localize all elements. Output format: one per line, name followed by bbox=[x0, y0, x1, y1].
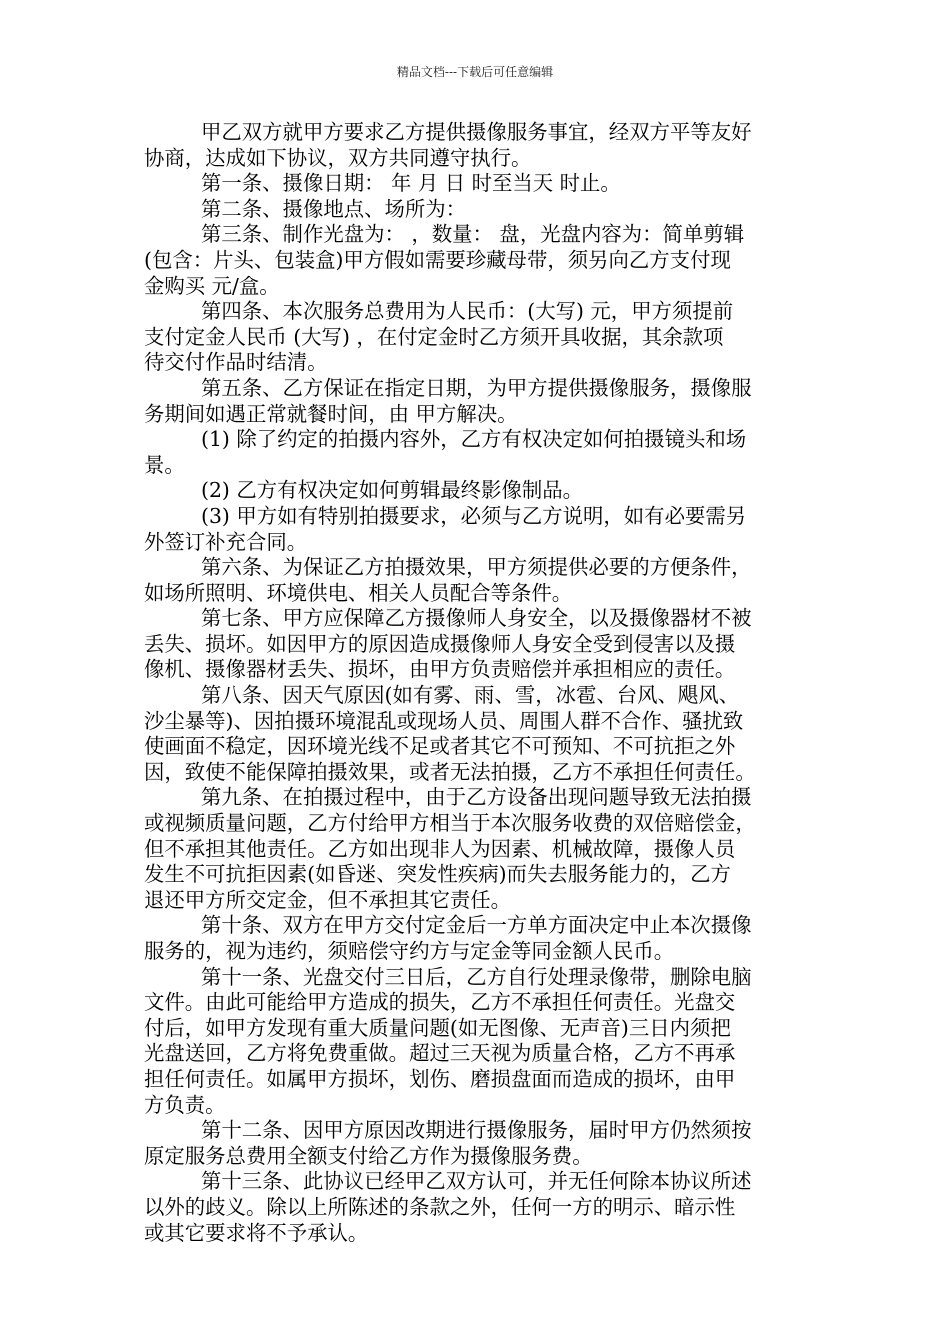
paragraph-line: 协商，达成如下协议，双方共同遵守执行。 bbox=[144, 145, 532, 170]
paragraph-line: 或视频质量问题，乙方付给甲方相当于本次服务收费的双倍赔偿金， bbox=[144, 811, 756, 836]
paragraph-line: 第十三条、此协议已经甲乙双方认可，并无任何除本协议所述 bbox=[201, 1169, 752, 1194]
paragraph-line: 第三条、制作光盘为： ，数量： 盘，光盘内容为：简单剪辑 bbox=[201, 222, 745, 247]
paragraph-line: 沙尘暴等)、因拍摄环境混乱或现场人员、周围人群不合作、骚扰致 bbox=[144, 708, 744, 733]
paragraph-line: 退还甲方所交定金，但不承担其它责任。 bbox=[144, 887, 512, 912]
paragraph-line: 第十二条、因甲方原因改期进行摄像服务，届时甲方仍然须按 bbox=[201, 1118, 752, 1143]
paragraph-line: 外签订补充合同。 bbox=[144, 529, 308, 554]
paragraph-line: 第五条、乙方保证在指定日期，为甲方提供摄像服务，摄像服 bbox=[201, 375, 752, 400]
paragraph-line: 第十一条、光盘交付三日后，乙方自行处理录像带，删除电脑 bbox=[201, 964, 752, 989]
paragraph-line: 第一条、摄像日期： 年 月 日 时至当天 时止。 bbox=[201, 171, 621, 196]
paragraph-line: 原定服务总费用全额支付给乙方作为摄像服务费。 bbox=[144, 1143, 593, 1168]
paragraph-line: 第六条、为保证乙方拍摄效果，甲方须提供必要的方便条件， bbox=[201, 555, 752, 580]
paragraph-line: (3) 甲方如有特别拍摄要求，必须与乙方说明，如有必要需另 bbox=[201, 503, 747, 528]
paragraph-line: 光盘送回，乙方将免费重做。超过三天视为质量合格，乙方不再承 bbox=[144, 1041, 736, 1066]
paragraph-line: 第四条、本次服务总费用为人民币：(大写) 元，甲方须提前 bbox=[201, 299, 734, 324]
paragraph-line: 第八条、因天气原因(如有雾、雨、雪，冰雹、台风、飓风、 bbox=[201, 683, 740, 708]
paragraph-line: (包含：片头、包装盒)甲方假如需要珍藏母带，须另向乙方支付现 bbox=[144, 247, 731, 272]
paragraph-line: 第十条、双方在甲方交付定金后一方单方面决定中止本次摄像 bbox=[201, 913, 752, 938]
paragraph-line: 付后，如甲方发现有重大质量问题(如无图像、无声音)三日内须把 bbox=[144, 1015, 731, 1040]
paragraph-line: 第七条、甲方应保障乙方摄像师人身安全，以及摄像器材不被 bbox=[201, 606, 752, 631]
paragraph-line: 第二条、摄像地点、场所为： bbox=[201, 196, 467, 221]
paragraph-line: 方负责。 bbox=[144, 1092, 226, 1117]
paragraph-line: 服务的，视为违约，须赔偿守约方与定金等同金额人民币。 bbox=[144, 939, 675, 963]
paragraph-line: 以外的歧义。除以上所陈述的条款之外，任何一方的明示、暗示性 bbox=[144, 1194, 736, 1219]
paragraph-line: 如场所照明、环境供电、相关人员配合等条件。 bbox=[144, 580, 573, 605]
paragraph-line: 甲乙双方就甲方要求乙方提供摄像服务事宜，经双方平等友好 bbox=[201, 120, 752, 144]
paragraph-line: 像机、摄像器材丢失、损坏，由甲方负责赔偿并承担相应的责任。 bbox=[144, 657, 736, 682]
page-header: 精品文档---下载后可任意编辑 bbox=[396, 65, 554, 79]
paragraph-line: 使画面不稳定，因环境光线不足或者其它不可预知、不可抗拒之外 bbox=[144, 734, 736, 759]
paragraph-line: 发生不可抗拒因素(如昏迷、突发性疾病)而失去服务能力的，乙方 bbox=[144, 862, 731, 887]
paragraph-line: (1) 除了约定的拍摄内容外，乙方有权决定如何拍摄镜头和场 bbox=[201, 427, 747, 452]
paragraph-line: 金购买 元/盒。 bbox=[144, 273, 280, 298]
paragraph-line: 第九条、在拍摄过程中，由于乙方设备出现问题导致无法拍摄 bbox=[201, 785, 752, 810]
paragraph-line: 支付定金人民币 (大写) ，在付定金时乙方须开具收据，其余款项 bbox=[144, 324, 724, 349]
paragraph-line: 丢失、损坏。如因甲方的原因造成摄像师人身安全受到侵害以及摄 bbox=[144, 631, 736, 656]
contract-body bbox=[144, 120, 820, 1246]
paragraph-line: 待交付作品时结清。 bbox=[144, 350, 328, 375]
paragraph-line: 担任何责任。如属甲方损坏，划伤、磨损盘面而造成的损坏，由甲 bbox=[144, 1066, 736, 1091]
paragraph-line: 但不承担其他责任。乙方如出现非人为因素、机械故障，摄像人员 bbox=[144, 836, 736, 861]
paragraph-line: 务期间如遇正常就餐时间，由 甲方解决。 bbox=[144, 401, 518, 426]
paragraph-line: 景。 bbox=[144, 452, 185, 477]
paragraph-line: 因，致使不能保障拍摄效果，或者无法拍摄，乙方不承担任何责任。 bbox=[144, 759, 756, 784]
paragraph-line: 文件。由此可能给甲方造成的损失，乙方不承担任何责任。光盘交 bbox=[144, 990, 736, 1015]
paragraph-line: 或其它要求将不予承认。 bbox=[144, 1220, 369, 1245]
paragraph-line: (2) 乙方有权决定如何剪辑最终影像制品。 bbox=[201, 478, 584, 503]
